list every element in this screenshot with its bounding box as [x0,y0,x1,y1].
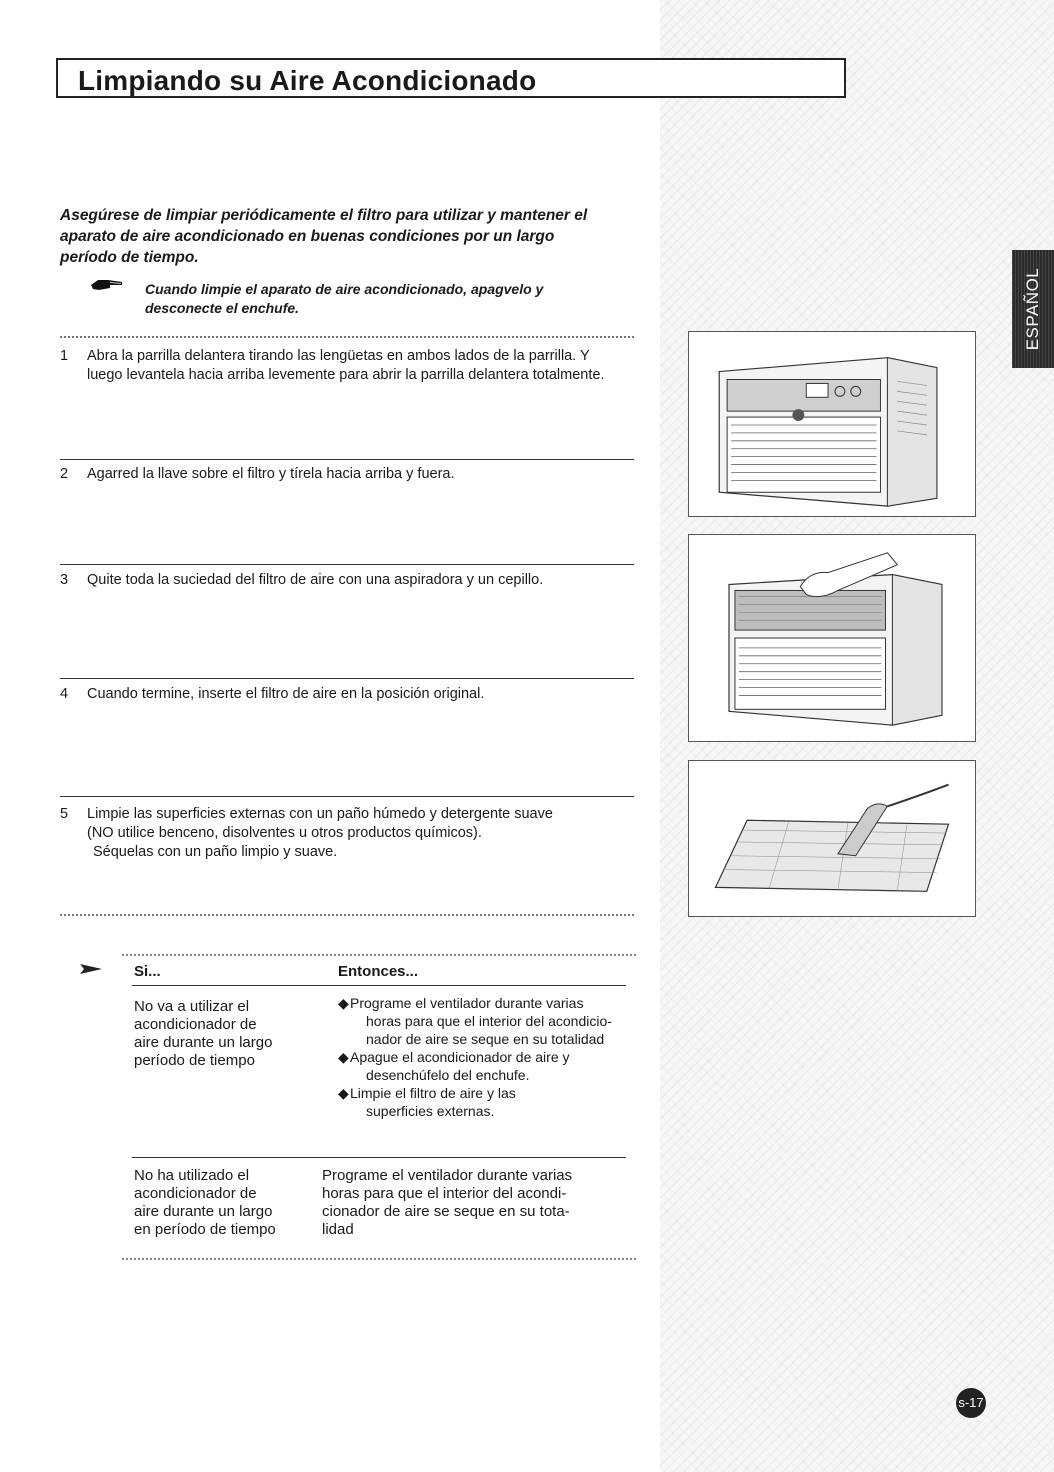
table-header-then: Entonces... [338,963,419,980]
bullet-line: Programe el ventilador durante varias [350,995,584,1011]
table-header-if: Si... [134,963,161,980]
safety-note: Cuando limpie el aparato de aire acondicionado, apagvelo y desconecte el enchufe. [145,281,544,316]
step-number: 4 [60,686,69,702]
step-divider [60,564,634,565]
cell-line: Programe el ventilador durante varias [322,1167,573,1184]
cell-line: aire durante un largo [134,1203,273,1220]
cell-line: No ha utilizado el [134,1167,250,1184]
cell-line: período de tiempo [134,1052,255,1069]
step-number: 3 [60,572,69,588]
cell-line: acondicionador de [134,1016,257,1033]
step-text: Abra la parrilla delantera tirando las lengüetas en ambos lados de la parrilla. Y luego levantela hacia arriba levemente para abrir la parrilla delantera totalmente. [87,348,605,383]
step-number: 1 [60,348,69,364]
diamond-bullet-icon: ◆ [338,1049,349,1065]
bullet-item [338,1048,638,1084]
step-2 [60,465,634,484]
bullet-line: Apague el acondicionador de aire y [350,1049,570,1065]
page-number: s-17 [956,1388,986,1418]
step-text-line: (NO utilice benceno, disolventes u otros productos químicos). [87,825,482,841]
table-row-rule [132,1157,626,1158]
table-top-border [122,954,636,956]
step-text-line: Limpie las superficies externas con un paño húmedo y detergente suave [87,806,553,822]
ac-unit-illustration [689,332,975,516]
step-text: Agarred la llave sobre el filtro y tírela hacia arriba y fuera. [87,466,455,482]
bullet-item [338,994,638,1048]
intro-paragraph: Asegúrese de limpiar periódicamente el filtro para utilizar y mantener el aparato de aire acondicionado en buenas condiciones por un largo período de tiempo. [60,207,588,266]
step-number: 5 [60,806,69,822]
step-text-line: Séquelas con un paño limpio y suave. [93,844,338,860]
diamond-bullet-icon: ◆ [338,1085,349,1101]
divider-bottom [60,914,634,916]
cell-line: No va a utilizar el [134,998,250,1015]
step-1 [60,347,634,385]
filter-vacuum-illustration [689,761,975,916]
table-header-rule [132,985,626,986]
step-divider [60,459,634,460]
bullet-line: nador de aire se seque en su totalidad [366,1031,605,1047]
step-text: Cuando termine, inserte el filtro de aire en la posición original. [87,686,485,702]
step-text: Quite toda la suciedad del filtro de aire con una aspiradora y un cepillo. [87,572,544,588]
figure-filter-removal [688,534,976,742]
pointing-hand-icon [90,277,124,293]
step-3 [60,571,634,590]
language-tab-label: ESPAÑOL [1023,267,1042,351]
step-divider [60,796,634,797]
cell-line: acondicionador de [134,1185,257,1202]
bullet-line: desenchúfelo del enchufe. [366,1067,530,1083]
cell-line: en período de tiempo [134,1221,276,1238]
bullet-line: superficies externas. [366,1103,495,1119]
arrow-marker-icon [80,962,102,976]
cell-line: cionador de aire se seque en su tota- [322,1203,570,1220]
step-4 [60,685,634,704]
step-divider [60,678,634,679]
step-number: 2 [60,466,69,482]
title-box [56,58,846,98]
language-tab [1012,250,1054,368]
step-text [87,805,634,862]
page-title: Limpiando su Aire Acondicionado [78,65,537,96]
table-row-2-if [134,1167,324,1239]
table-bottom-border [122,1258,636,1260]
bullet-item [338,1084,638,1120]
filter-removal-illustration [689,535,975,741]
table-row-1-then [338,994,638,1120]
figure-ac-unit-front [688,331,976,517]
diamond-bullet-icon: ◆ [338,995,349,1011]
divider-top [60,336,634,338]
step-5 [60,805,634,862]
cell-line: lidad [322,1221,354,1238]
bullet-line: Limpie el filtro de aire y las [350,1085,516,1101]
cell-line: aire durante un largo [134,1034,273,1051]
figure-filter-vacuum [688,760,976,917]
bullet-line: horas para que el interior del acondicio- [366,1013,612,1029]
table-row-2-then [322,1167,638,1239]
table-row-1-if [134,998,324,1070]
cell-line: horas para que el interior del acondi- [322,1185,567,1202]
